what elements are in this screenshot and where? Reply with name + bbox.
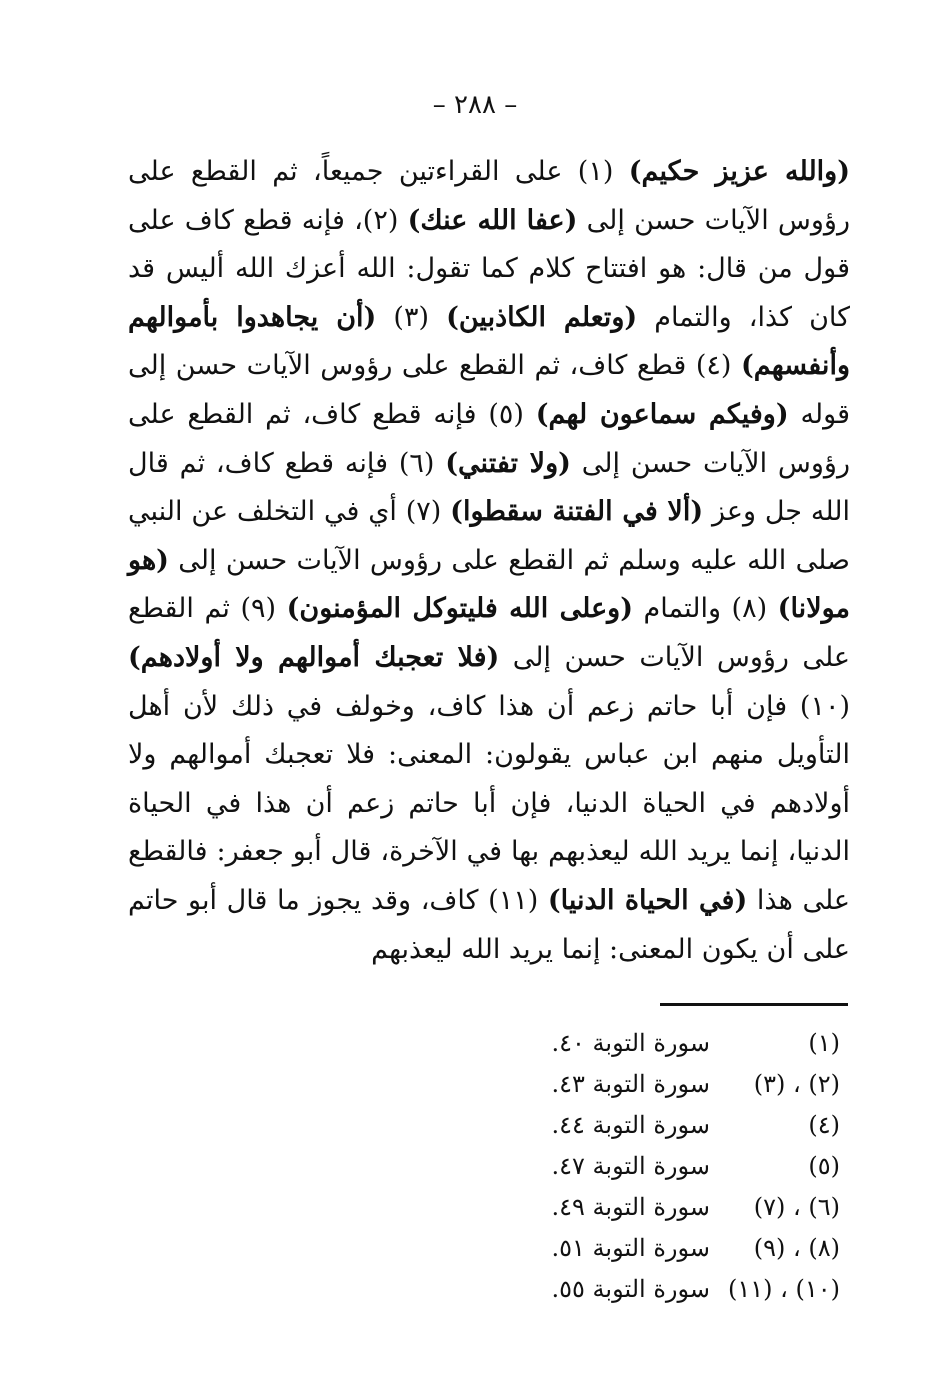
footnote-item: [440, 1186, 840, 1227]
text-run: (٢)، فإنه قطع كاف على قول من قال: هو افتتاح كلام كما تقول: الله أعزك الله أليس قد كان كذا، والتمام: [128, 204, 850, 333]
quran-quote: (في الحياة الدنيا): [547, 884, 748, 916]
footnote-text: سورة التوبة ٤٤.: [551, 1110, 710, 1139]
footnote-ref: (١): [808, 1028, 840, 1057]
footnote-ref: (٥): [808, 1151, 840, 1180]
quran-quote: (وعلى الله فليتوكل المؤمنون): [286, 593, 633, 625]
page-number: – ٢٨٨ –: [432, 90, 518, 120]
quran-quote: (أن يجاهدوا بأموالهم وأنفسهم): [128, 301, 850, 382]
quran-quote: (عفا الله عنك): [407, 204, 578, 236]
text-run: (٥) فإنه قطع كاف، ثم القطع على رؤوس الآيات حسن إلى: [128, 398, 851, 479]
footnote-text: سورة التوبة ٤٠.: [551, 1028, 710, 1057]
quran-quote: (وفيكم سماعون لهم): [535, 398, 789, 430]
body-paragraph: [128, 148, 850, 974]
footnotes: [440, 1022, 840, 1309]
footnote-ref: (٢) ، (٣): [753, 1069, 840, 1098]
footnote-text: سورة التوبة ٥٥.: [551, 1274, 710, 1303]
text-run: (١٠) فإن أبا حاتم زعم أن هذا كاف، وخولف في ذلك لأن أهل التأويل منهم ابن عباس يقولون: المعنى: فلا تعجبك أموالهم ولا أولادهم في الحياة الدنيا، فإن أبا حاتم زعم أن هذا في الحياة الدنيا، إنما يريد الله ليعذبهم بها في الآخرة، قال أبو جعفر: فالقطع على هذا: [128, 690, 851, 916]
text-run: (٧) أي في التخلف عن النبي صلى الله عليه وسلم ثم القطع على رؤوس الآيات حسن إلى: [128, 496, 850, 576]
body-text: [128, 148, 850, 974]
footnote-text: سورة التوبة ٥١.: [551, 1233, 710, 1262]
quran-quote: (هو مولانا): [128, 544, 850, 625]
footnote-item: [440, 1104, 840, 1145]
footnote-ref: (١٠) ، (١١): [727, 1274, 840, 1303]
text-run: (٩) ثم القطع على رؤوس الآيات حسن إلى: [128, 593, 850, 673]
footnote-item: [440, 1063, 840, 1104]
quran-quote: (وتعلم الكاذبين): [446, 301, 638, 333]
footnote-ref: (٨) ، (٩): [753, 1233, 840, 1262]
text-run: (٤) قطع كاف، ثم القطع على رؤوس الآيات حسن إلى قوله: [128, 350, 851, 430]
footnote-item: [440, 1022, 840, 1063]
footnote-ref: (٦) ، (٧): [753, 1192, 840, 1221]
text-run: (١) على القراءتين جميعاً، ثم القطع على رؤوس الآيات حسن إلى: [128, 156, 851, 236]
footnote-text: سورة التوبة ٤٩.: [551, 1192, 710, 1221]
quran-quote: (ولا تفتني): [445, 447, 571, 479]
footnote-ref: (٤): [808, 1110, 840, 1139]
footnote-divider: [660, 1003, 848, 1006]
text-run: (٨) والتمام: [633, 593, 778, 625]
quran-quote: (ألا في الفتنة سقطوا): [450, 496, 704, 528]
footnote-item: [440, 1227, 840, 1268]
footnote-item: [440, 1145, 840, 1186]
footnote-item: [440, 1268, 840, 1309]
text-run: (١١) كاف، وقد يجوز ما قال أبو حاتم على أن يكون المعنى: إنما يريد الله ليعذبهم: [128, 884, 850, 965]
quran-quote: (فلا تعجبك أموالهم ولا أولادهم): [128, 641, 500, 673]
text-run: (٦) فإنه قطع كاف، ثم قال الله جل وعز: [128, 447, 850, 528]
text-run: (٣): [376, 301, 447, 333]
quran-quote: (والله عزيز حكيم): [628, 156, 850, 187]
footnote-text: سورة التوبة ٤٧.: [551, 1151, 710, 1180]
footnote-text: سورة التوبة ٤٣.: [551, 1069, 710, 1098]
